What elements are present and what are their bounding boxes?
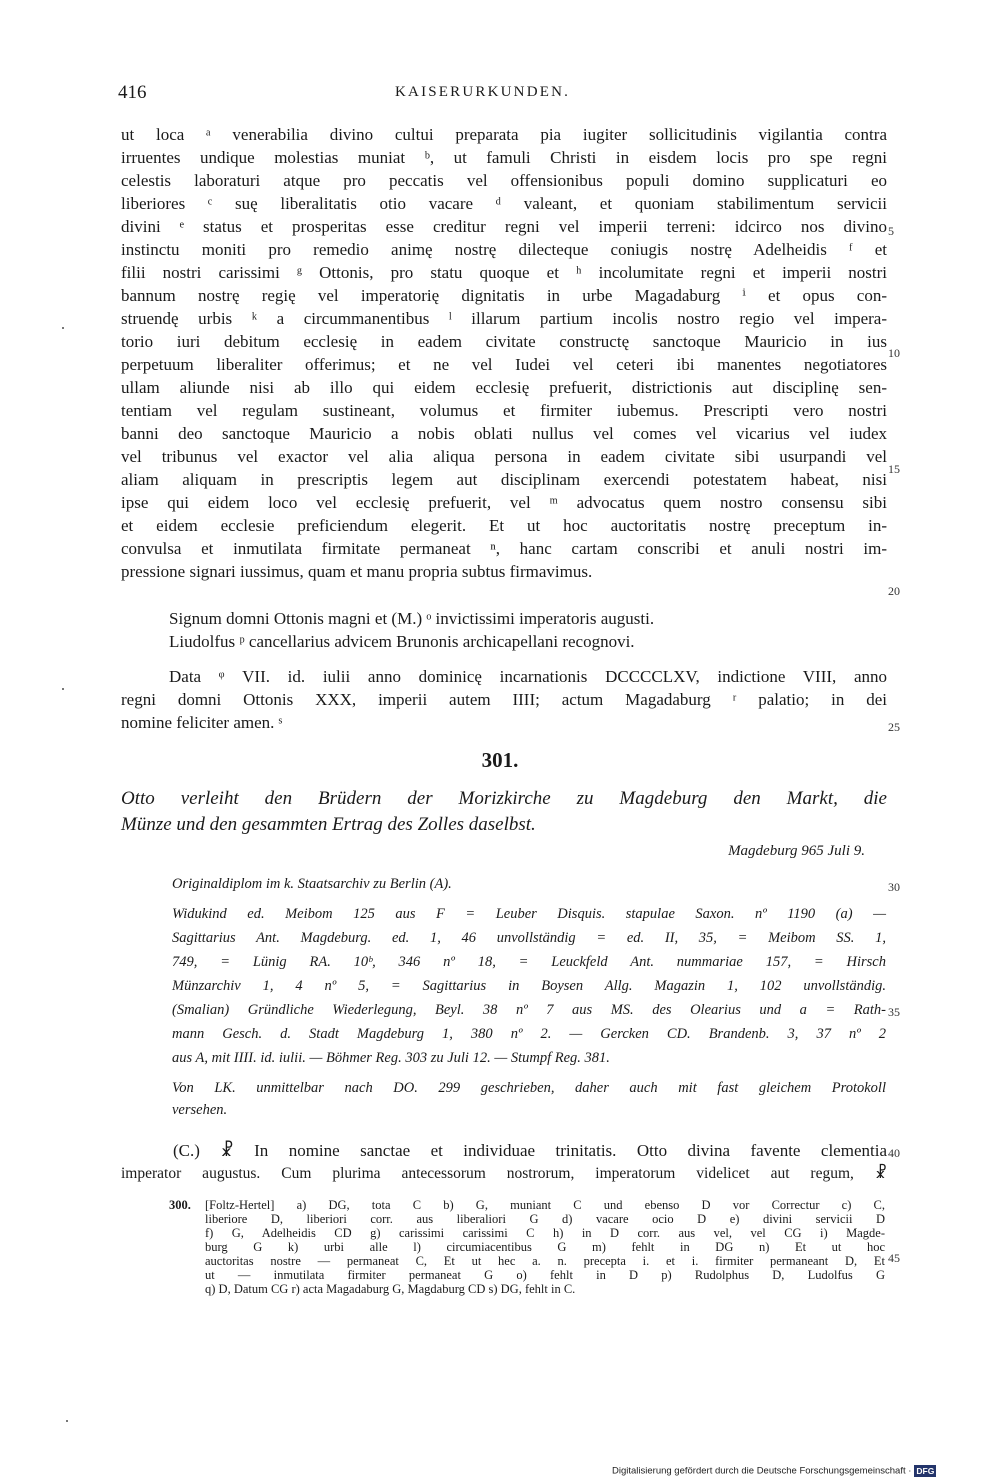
document-number: 301. bbox=[481, 748, 519, 772]
footnote-line: burg G k) urbi alle l) circumiacentibus G m) fehlt in DG n) Et ut hoc bbox=[205, 1240, 885, 1254]
edition-line: aus A, mit IIII. id. iulii. — Böhmer Reg. 303 zu Juli 12. — Stumpf Reg. 381. bbox=[172, 1050, 610, 1066]
line-number: 15 bbox=[888, 462, 900, 476]
text-line: tentiam vel regulam sustineant, volumus et firmiter iubemus. Prescripti vero nostri bbox=[121, 401, 887, 420]
page-number: 416 bbox=[118, 82, 147, 103]
text-line: ullam aliunde nisi ab illo qui eidem ecclesię prefuerit, districtionis aut disciplinę sen- bbox=[121, 378, 887, 397]
dating-line: Data ᵠ VII. id. iulii anno dominicę incarnationis DCCCCLXV, indictione VIII, anno bbox=[169, 667, 887, 686]
dating-line: nomine feliciter amen. ˢ bbox=[121, 713, 283, 732]
line-number: 35 bbox=[888, 1005, 900, 1019]
regest-line: Münze und den gesammten Ertrag des Zolles daselbst. bbox=[121, 814, 536, 835]
digitization-credit bbox=[612, 1465, 936, 1477]
text-line: ipse qui eidem loco vel ecclesię prefuerit, vel ᵐ advocatus quem nostro consensu sibi bbox=[121, 493, 887, 512]
edition-line: 749, = Lünig RA. 10ᵇ, 346 nº 18, = Leuckfeld Ant. nummariae 157, = Hirsch bbox=[172, 954, 886, 970]
line-number: 40 bbox=[888, 1146, 900, 1160]
edition-line: (Smalian) Gründliche Wiederlegung, Beyl. 38 nº 7 aus MS. des Olearius und a = Rath- bbox=[172, 1002, 886, 1018]
signum-line: Signum domni Ottonis magni et (M.) ᵒ invictissimi imperatoris augusti. bbox=[169, 609, 655, 628]
margin-mark bbox=[62, 327, 64, 329]
place-date: Magdeburg 965 Juli 9. bbox=[728, 843, 865, 859]
text-line: liberiores ᶜ suę liberalitatis otio vacare ᵈ valeant, et quoniam stabilimentum servicii bbox=[121, 194, 887, 213]
text-line: filii nostri carissimi ᵍ Ottonis, pro statu quoque et ʰ incolumitate regni et imperii nostri bbox=[121, 263, 887, 282]
text-line: celestis laboraturi atque pro peccatis vel offensionibus populi domino supplicaturi eo bbox=[121, 171, 887, 190]
line-number: 20 bbox=[888, 584, 900, 598]
remark-line: Von LK. unmittelbar nach DO. 299 geschrieben, daher auch mit fast gleichem Protokoll bbox=[172, 1080, 886, 1096]
dfg-logo-icon: DFG bbox=[916, 1466, 935, 1476]
footnote-key: 300. bbox=[169, 1198, 191, 1212]
footnote-line: auctoritas nostre — permaneat C, Et ut hec a. n. precepta i. et i. firmiter permaneant D, Et bbox=[205, 1254, 885, 1268]
edition-line: Widukind ed. Meibom 125 aus F = Leuber Disquis. stapulae Saxon. nº 1190 (a) — bbox=[172, 906, 886, 922]
text-line: perpetuum liberaliter offerimus; et ne vel Iudei vel ceteri ibi manentes negotiatores bbox=[121, 355, 887, 374]
footnote-line: liberiore D, liberiori corr. aus liberaliori G d) vacare ocio D e) divini servicii D bbox=[205, 1212, 885, 1226]
text-line: divini ᵉ status et prosperitas esse creditur regni vel imperii terreni: idcirco nos divino bbox=[121, 217, 887, 236]
page-header bbox=[0, 82, 1000, 106]
text-line: torio iuri debitum ecclesię in eadem civitate constructę sanctoque Mauricio in ius bbox=[121, 332, 887, 351]
text-line: banni deo sanctoque Mauricio a nobis oblati nullus vel comes vel vicarius vel iudex bbox=[121, 424, 887, 443]
text-line: aliam aliquam in prescriptis legem aut disciplinam exercendi potestatem habeat, nisi bbox=[121, 470, 887, 489]
line-number: 10 bbox=[888, 346, 900, 360]
text-line: convulsa et inmutilata firmitate permaneat ⁿ, hanc cartam conscribi et anuli nostri im- bbox=[121, 539, 887, 558]
text-line: vel tribunus vel exactor vel alia aliqua persona in eadem civitate sibi usurpandi vel bbox=[121, 447, 887, 466]
running-title: KAISERURKUNDEN. bbox=[395, 84, 571, 100]
text-line: instinctu moniti pro remedio animę nostrę dilecteque coniugis nostrę Adelheidis ᶠ et bbox=[121, 240, 887, 259]
footnote-line: f) G, Adelheidis CD g) carissimi carissimi C h) in D corr. aus vel, vel CG i) Magde- bbox=[205, 1226, 885, 1240]
regest-line: Otto verleiht den Brüdern der Morizkirche zu Magdeburg den Markt, die bbox=[121, 788, 887, 809]
remark-line: versehen. bbox=[172, 1102, 228, 1118]
edition-line: Sagittarius Ant. Magdeburg. ed. 1, 46 unvollständig = ed. II, 35, = Meibom SS. 1, bbox=[172, 930, 886, 946]
tradition-line: Originaldiplom im k. Staatsarchiv zu Berlin (A). bbox=[172, 876, 452, 892]
text-line: et eidem ecclesie preficiendum elegerit. Et ut hoc auctoritatis nostrę preceptum in- bbox=[121, 516, 887, 535]
margin-mark bbox=[62, 688, 64, 690]
text-line: (C.) ☧ In nomine sanctae et individuae trinitatis. Otto divina favente clementia bbox=[173, 1141, 887, 1160]
margin-mark bbox=[66, 1420, 68, 1422]
footnote-line: q) D, Datum CG r) acta Magadaburg G, Magdaburg CD s) DG, fehlt in C. bbox=[205, 1282, 576, 1296]
line-number: 5 bbox=[888, 224, 894, 238]
line-number: 25 bbox=[888, 720, 900, 734]
text-line: pressione signari iussimus, quam et manu propria subtus firmavimus. bbox=[121, 562, 593, 581]
text-line: struendę urbis ᵏ a circummanentibus ˡ illarum partium incolis nostro regio vel impera- bbox=[121, 309, 887, 328]
text-line: irruentes undique molestias muniat ᵇ, ut famuli Christi in eisdem locis pro spe regni bbox=[121, 148, 887, 167]
line-number: 45 bbox=[888, 1251, 900, 1265]
text-line: imperator augustus. Cum plurima antecessorum nostrorum, imperatorum videlicet aut regum, ☧ bbox=[121, 1165, 887, 1182]
credit-text: Digitalisierung gefördert durch die Deutsche Forschungsgemeinschaft · bbox=[612, 1465, 912, 1477]
line-number: 30 bbox=[888, 880, 900, 894]
footnote-line: ut — inmutilata firmiter permaneat G o) fehlt in D p) Rudolphus D, Ludolfus G bbox=[205, 1268, 885, 1282]
text-line: ut loca ᵃ venerabilia divino cultui preparata pia iugiter sollicitudinis vigilantia contra bbox=[121, 125, 887, 144]
edition-line: mann Gesch. d. Stadt Magdeburg 1, 380 nº 2. — Gercken CD. Brandenb. 3, 37 nº 2 bbox=[172, 1026, 886, 1042]
text-line: bannum nostrę regię vel imperatorię dignitatis in urbe Magadaburg ⁱ et opus con- bbox=[121, 286, 887, 305]
dating-line: regni domni Ottonis XXX, imperii autem IIII; actum Magadaburg ʳ palatio; in dei bbox=[121, 690, 887, 709]
edition-line: Münzarchiv 1, 4 nº 5, = Sagittarius in Boysen Allg. Magazin 1, 102 unvollständig. bbox=[172, 978, 886, 994]
recognition-line: Liudolfus ᵖ cancellarius advicem Brunonis archicapellani recognovi. bbox=[169, 632, 635, 651]
footnote-line: [Foltz-Hertel] a) DG, tota C b) G, muniant C und ebenso D vor Correctur c) C, bbox=[205, 1198, 885, 1212]
